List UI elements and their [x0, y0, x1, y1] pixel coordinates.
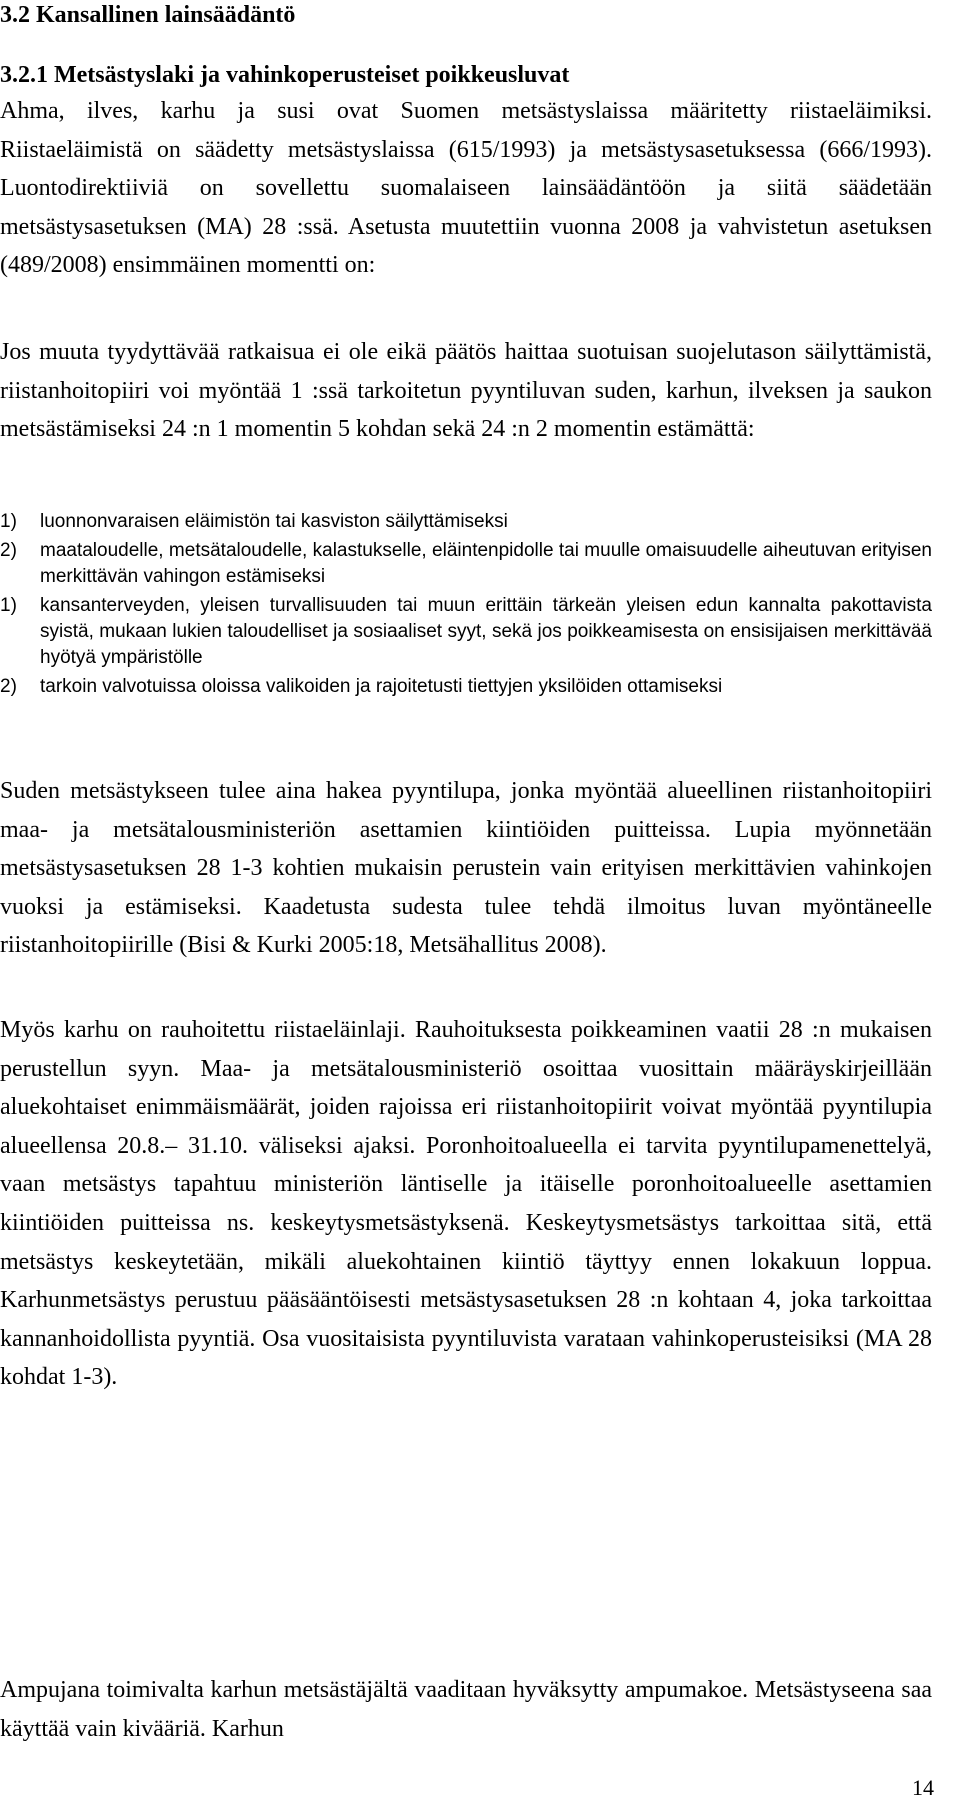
section-heading: 3.2 Kansallinen lainsäädäntö — [0, 2, 296, 28]
law-conditions-list — [0, 509, 932, 703]
paragraph-wolf-hunting: Suden metsästykseen tulee aina hakea pyyntilupa, jonka myöntää alueellinen riistanhoitopiiri maa- ja metsätalousministeriön asettamien kiintiöiden puitteissa. Lupia myönnetään metsästysasetuksen 28 1-3 kohtien mukaisin perustein vain erityisen merkittävien vahinkojen vuoksi ja estämiseksi. Kaadetusta sudesta tulee tehdä ilmoitus luvan myöntäneelle riistanhoitopiirille (Bisi & Kurki 2005:18, Metsähallitus 2008). — [0, 778, 932, 959]
list-item-number: 1) — [0, 511, 17, 532]
list-item-text: tarkoin valvotuissa oloissa valikoiden ja rajoitetusti tiettyjen yksilöiden ottamiseksi — [40, 676, 723, 697]
paragraph-bear-hunting: Myös karhu on rauhoitettu riistaeläinlaji. Rauhoituksesta poikkeaminen vaatii 28 :n mukaisen perustellun syyn. Maa- ja metsätalousministeriö osoittaa vuosittain määräyskirjeillään aluekohtaiset enimmäismäärät, joiden rajoissa eri riistanhoitopiirit voivat myöntää pyyntilupia alueellensa 20.8.– 31.10. väliseksi ajaksi. Poronhoitoalueella ei tarvita pyyntilupamenettelyä, vaan metsästys tapahtuu ministeriön läntiselle ja itäiselle poronhoitoalueelle asettamien kiintiöiden puitteissa ns. keskeytysmetsästyksenä. Keskeytysmetsästys tarkoittaa sitä, että metsästys keskeytetään, mikäli aluekohtainen kiintiö täyttyy ennen lokakuun loppua. Karhunmetsästys perustuu pääsääntöisesti metsästysasetuksen 28 :n kohtaan 4, joka tarkoittaa kannanhoidollista pyyntiä. Osa vuositaisista pyyntiluvista varataan vahinkoperusteisiksi (MA 28 kohdat 1-3). — [0, 1017, 932, 1391]
list-item-text: maataloudelle, metsätaloudelle, kalastukselle, eläintenpidolle tai muulle omaisuudelle aiheutuvan erityisen merkittävän vahingon estämiseksi — [40, 540, 932, 587]
list-item-text: luonnonvaraisen eläimistön tai kasviston säilyttämiseksi — [40, 511, 508, 532]
list-item-number: 2) — [0, 540, 17, 561]
list-item-text: kansanterveyden, yleisen turvallisuuden tai muun erittäin tärkeän yleisen edun kannalta pakottavista syistä, mukaan lukien taloudelliset ja sosiaaliset syyt, sekä jos poikkeamisesta on ensisijaisen merkittävää hyötyä ympäristölle — [40, 595, 932, 668]
list-item — [0, 674, 932, 700]
list-item — [0, 538, 932, 590]
subsection-heading: 3.2.1 Metsästyslaki ja vahinkoperusteiset poikkeusluvat — [0, 62, 570, 88]
paragraph-shooting-test: Ampujana toimivalta karhun metsästäjältä vaaditaan hyväksytty ampumakoe. Metsästyseena saa käyttää vain kivääriä. Karhun — [0, 1677, 932, 1742]
paragraph-law-quote: Jos muuta tyydyttävää ratkaisua ei ole eikä päätös haittaa suotuisan suojelutason säilyttämistä, riistanhoitopiiri voi myöntää 1 :ssä tarkoitetun pyyntiluvan suden, karhun, ilveksen ja saukon metsästämiseksi 24 :n 1 momentin 5 kohdan sekä 24 :n 2 momentin estämättä: — [0, 339, 932, 443]
list-item — [0, 509, 932, 535]
list-item — [0, 593, 932, 671]
list-item-number: 2) — [0, 676, 17, 697]
list-item-number: 1) — [0, 595, 17, 616]
paragraph-intro: Ahma, ilves, karhu ja susi ovat Suomen metsästyslaissa määritetty riistaeläimiksi. Riistaeläimistä on säädetty metsästyslaissa (615/1993) ja metsästysasetuksessa (666/1993). Luontodirektiiviä on sovellettu suomalaiseen lainsäädäntöön ja siitä säädetään metsästysasetuksen (MA) 28 :ssä. Asetusta muutettiin vuonna 2008 ja vahvistetun asetuksen (489/2008) ensimmäinen momentti on: — [0, 98, 932, 278]
page-number: 14 — [912, 1775, 934, 1800]
